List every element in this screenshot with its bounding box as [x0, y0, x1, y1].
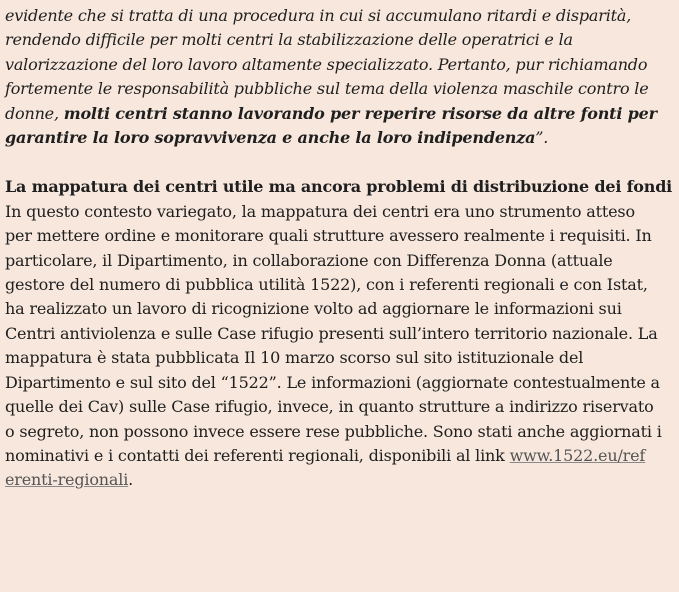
section-paragraph — [5, 200, 673, 493]
text-line — [5, 102, 673, 126]
text-line: valorizzazione del loro lavoro altamente specializzato. Pertanto, pur richiamando — [5, 54, 648, 74]
paragraph-spacer — [5, 150, 673, 175]
text-line: gestore del numero di pubblica utilità 1522), con i referenti regionali e con Istat, — [5, 275, 648, 295]
text-line: In questo contesto variegato, la mappatura dei centri era uno strumento atteso — [5, 201, 635, 221]
text-line — [5, 468, 673, 492]
section-heading: La mappatura dei centri utile ma ancora problemi di distribuzione dei fondi — [5, 177, 673, 197]
text-line: o segreto, non possono invece essere rese pubbliche. Sono stati anche aggiornati i — [5, 421, 662, 441]
text-line — [5, 444, 673, 468]
text-line: mappatura è stata pubblicata Il 10 marzo scorso sul sito istituzionale del — [5, 348, 584, 368]
text-segment: nominativi e i contatti dei referenti regionali, disponibili al link — [5, 445, 510, 465]
text-line: quelle dei Cav) sulle Case rifugio, invece, in quanto strutture a indirizzo riservato — [5, 397, 654, 417]
bold-emphasis: garantire la loro sopravvivenza e anche la loro indipendenza — [5, 128, 536, 148]
text-segment: ”. — [535, 128, 549, 148]
referenti-regionali-link-continued[interactable]: erenti-regionali — [5, 470, 129, 490]
bold-emphasis: molti centri stanno lavorando per reperire risorse da altre fonti per — [63, 103, 657, 123]
text-line: per mettere ordine e monitorare quali strutture avessero realmente i requisiti. In — [5, 226, 652, 246]
text-line: fortemente le responsabilità pubbliche sul tema della violenza maschile contro le — [5, 79, 649, 99]
text-line: Centri antiviolenza e sulle Case rifugio presenti sull’intero territorio nazionale. La — [5, 323, 658, 343]
text-line — [5, 126, 673, 150]
text-segment: . — [128, 470, 134, 490]
text-line: rendendo difficile per molti centri la stabilizzazione delle operatrici e la — [5, 30, 573, 50]
text-line: evidente che si tratta di una procedura in cui si accumulano ritardi e disparità, — [5, 6, 632, 25]
text-line: ha realizzato un lavoro di ricognizione volto ad aggiornare le informazioni sui — [5, 299, 622, 319]
referenti-regionali-link[interactable]: www.1522.eu/ref — [509, 445, 646, 465]
text-segment: donne, — [5, 103, 64, 123]
text-line: Dipartimento e sul sito del “1522”. Le informazioni (aggiornate contestualmente a — [5, 372, 660, 392]
text-line: particolare, il Dipartimento, in collaborazione con Differenza Donna (attuale — [5, 250, 613, 270]
quote-paragraph — [5, 4, 673, 150]
